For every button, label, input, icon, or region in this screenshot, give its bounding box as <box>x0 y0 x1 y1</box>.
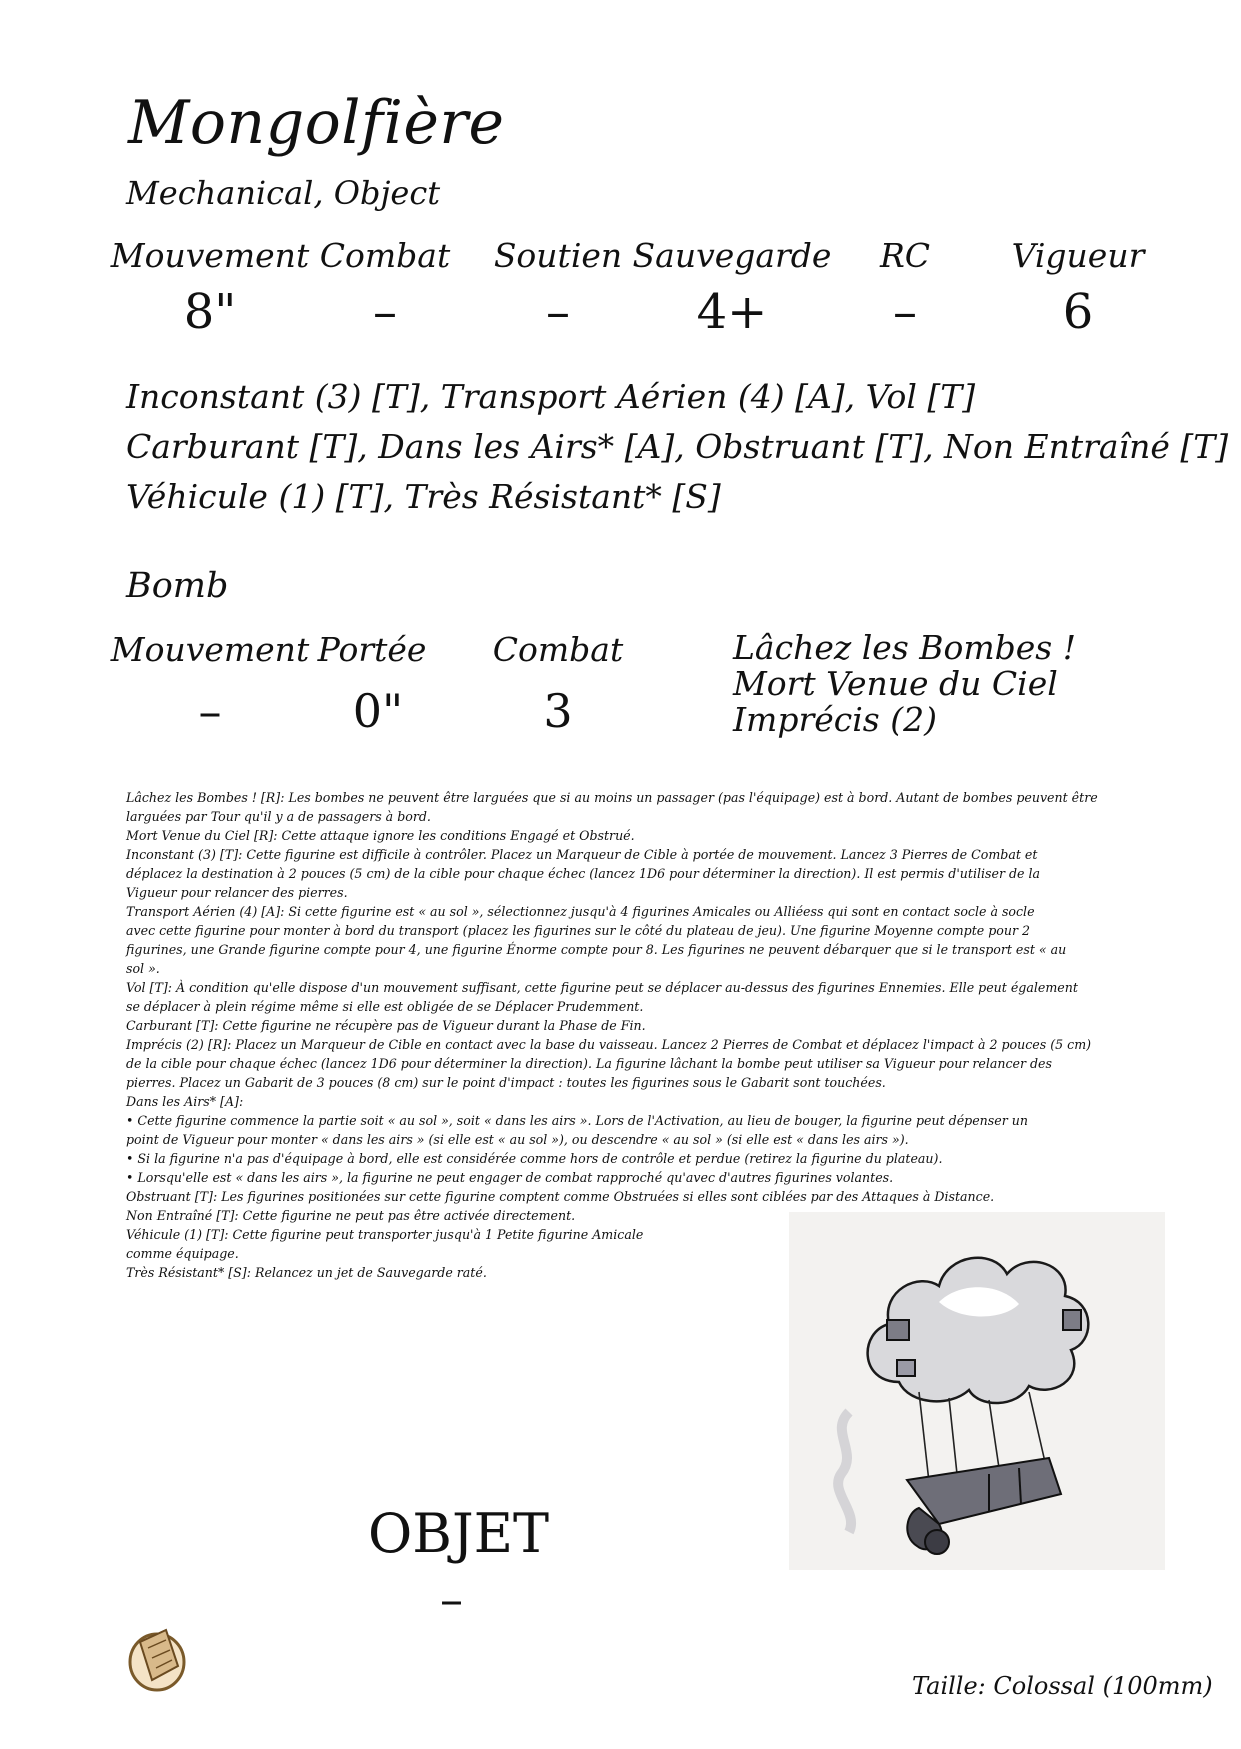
trait-line: Inconstant (3) [T], Transport Aérien (4) [A], Vol [T] <box>126 377 976 416</box>
rules-line: déplacez la destination à 2 pouces (5 cm) de la cible pour chaque échec (lancez 1D6 pour déterminer la direction). Il est permis d'utiliser de la <box>126 866 1041 881</box>
weapon-rule: Mort Venue du Ciel <box>733 664 1058 703</box>
rules-line: Véhicule (1) [T]: Cette figurine peut transporter jusqu'à 1 Petite figurine Amicale <box>126 1227 644 1242</box>
rules-line: Inconstant (3) [T]: Cette figurine est difficile à contrôler. Placez un Marqueur de Cible à portée de mouvement. Lancez 3 Pierres de Combat et <box>126 847 1038 862</box>
rules-line: avec cette figurine pour monter à bord du transport (placez les figurines sur le côté du plateau de jeu). Une figurine Moyenne compte pour 2 <box>126 923 1031 938</box>
rules-line: Mort Venue du Ciel [R]: Cette attaque ignore les conditions Engagé et Obstrué. <box>126 828 635 843</box>
weapon-rule: Lâchez les Bombes ! <box>733 628 1076 667</box>
rules-line: Vigueur pour relancer des pierres. <box>126 885 348 900</box>
stat-header-vigueur: Vigueur <box>1011 236 1145 275</box>
rules-line: Dans les Airs* [A]: <box>126 1094 244 1109</box>
weapon-value-mouvement: – <box>198 684 222 738</box>
rules-line: Obstruant [T]: Les figurines positionées sur cette figurine comptent comme Obstruées si elles sont ciblées par des Attaques à Distance. <box>126 1189 995 1204</box>
size-label: Taille: Colossal (100mm) <box>912 1672 1213 1700</box>
weapon-rules <box>733 630 1076 738</box>
rules-line: Carburant [T]: Cette figurine ne récupère pas de Vigueur durant la Phase de Fin. <box>126 1018 646 1033</box>
stat-header-sauvegarde: Sauvegarde <box>632 236 832 275</box>
trait-line: Carburant [T], Dans les Airs* [A], Obstruant [T], Non Entraîné [T] <box>126 427 1229 466</box>
mongolfiere-illustration <box>789 1212 1165 1570</box>
rules-line: Non Entraîné [T]: Cette figurine ne peut pas être activée directement. <box>126 1208 576 1223</box>
weapon-header-combat: Combat <box>492 630 624 669</box>
rules-line: de la cible pour chaque échec (lancez 1D6 pour déterminer la direction). La figurine lâchant la bombe peut utiliser sa Vigueur pour relancer des <box>126 1056 1052 1071</box>
trait-line: Véhicule (1) [T], Très Résistant* [S] <box>126 477 721 516</box>
rules-line: figurines, une Grande figurine compte pour 4, une figurine Énorme compte pour 8. Les figurines ne peuvent débarquer que si le transport est « au <box>126 942 1067 957</box>
stat-value-mouvement: 8" <box>183 284 237 340</box>
objet-label: OBJET <box>368 1502 550 1565</box>
rules-line: pierres. Placez un Gabarit de 3 pouces (8 cm) sur le point d'impact : toutes les figurines sous le Gabarit sont touchées. <box>126 1075 886 1090</box>
rules-line: larguées par Tour qu'il y a de passagers à bord. <box>126 809 431 824</box>
rules-line: • Cette figurine commence la partie soit « au sol », soit « dans les airs ». Lors de l'Activation, au lieu de bouger, la figurine peut dépenser un <box>126 1113 1028 1128</box>
stat-value-vigueur: 6 <box>1062 284 1094 340</box>
rules-line: Très Résistant* [S]: Relancez un jet de Sauvegarde raté. <box>126 1265 487 1280</box>
rules-line: Imprécis (2) [R]: Placez un Marqueur de Cible en contact avec la base du vaisseau. Lancez 2 Pierres de Combat et déplacez l'impact à 2 pouces (5 cm) <box>126 1037 1092 1052</box>
stat-value-combat: – <box>373 284 397 340</box>
stat-header-combat: Combat <box>319 236 451 275</box>
stat-value-rc: – <box>893 284 917 340</box>
weapon-value-portee: 0" <box>352 684 404 738</box>
unit-keywords: Mechanical, Object <box>126 174 441 212</box>
objet-value: – <box>440 1572 463 1626</box>
stat-header-rc: RC <box>879 236 931 275</box>
weapon-value-combat: 3 <box>543 684 573 738</box>
weapon-header-mouvement: Mouvement <box>110 630 310 669</box>
weapon-header-portee: Portée <box>317 630 427 669</box>
rules-line: • Lorsqu'elle est « dans les airs », la figurine ne peut engager de combat rapproché qu'avec d'autres figurines volantes. <box>126 1170 894 1185</box>
rules-line: point de Vigueur pour monter « dans les airs » (si elle est « au sol »), ou descendre « au sol » (si elle est « dans les airs »). <box>126 1132 909 1147</box>
stat-value-soutien: – <box>546 284 570 340</box>
unit-title: Mongolfière <box>128 88 505 158</box>
rules-line: Transport Aérien (4) [A]: Si cette figurine est « au sol », sélectionnez jusqu'à 4 figurines Amicales ou Alliéess qui sont en contact socle à socle <box>126 904 1035 919</box>
stat-header-mouvement: Mouvement <box>110 236 310 275</box>
rules-line: Vol [T]: À condition qu'elle dispose d'un mouvement suffisant, cette figurine peut se déplacer au-dessus des figurines Ennemies. Elle peut également <box>126 980 1078 995</box>
rules-line: sol ». <box>126 961 160 976</box>
faction-logo <box>126 1622 188 1692</box>
stat-value-sauvegarde: 4+ <box>696 284 768 340</box>
rules-line: comme équipage. <box>126 1246 239 1261</box>
rules-line: • Si la figurine n'a pas d'équipage à bord, elle est considérée comme hors de contrôle et perdue (retirez la figurine du plateau). <box>126 1151 943 1166</box>
rules-line: se déplacer à plein régime même si elle est obligée de se Déplacer Prudemment. <box>126 999 644 1014</box>
rules-line: Lâchez les Bombes ! [R]: Les bombes ne peuvent être larguées que si au moins un passager (pas l'équipage) est à bord. Autant de bombes peuvent être <box>126 790 1098 805</box>
stat-header-soutien: Soutien <box>493 236 623 275</box>
traits-list <box>126 372 1228 522</box>
rules-text <box>126 788 1098 1282</box>
weapon-rule: Imprécis (2) <box>733 700 937 739</box>
weapon-name: Bomb <box>126 566 229 606</box>
